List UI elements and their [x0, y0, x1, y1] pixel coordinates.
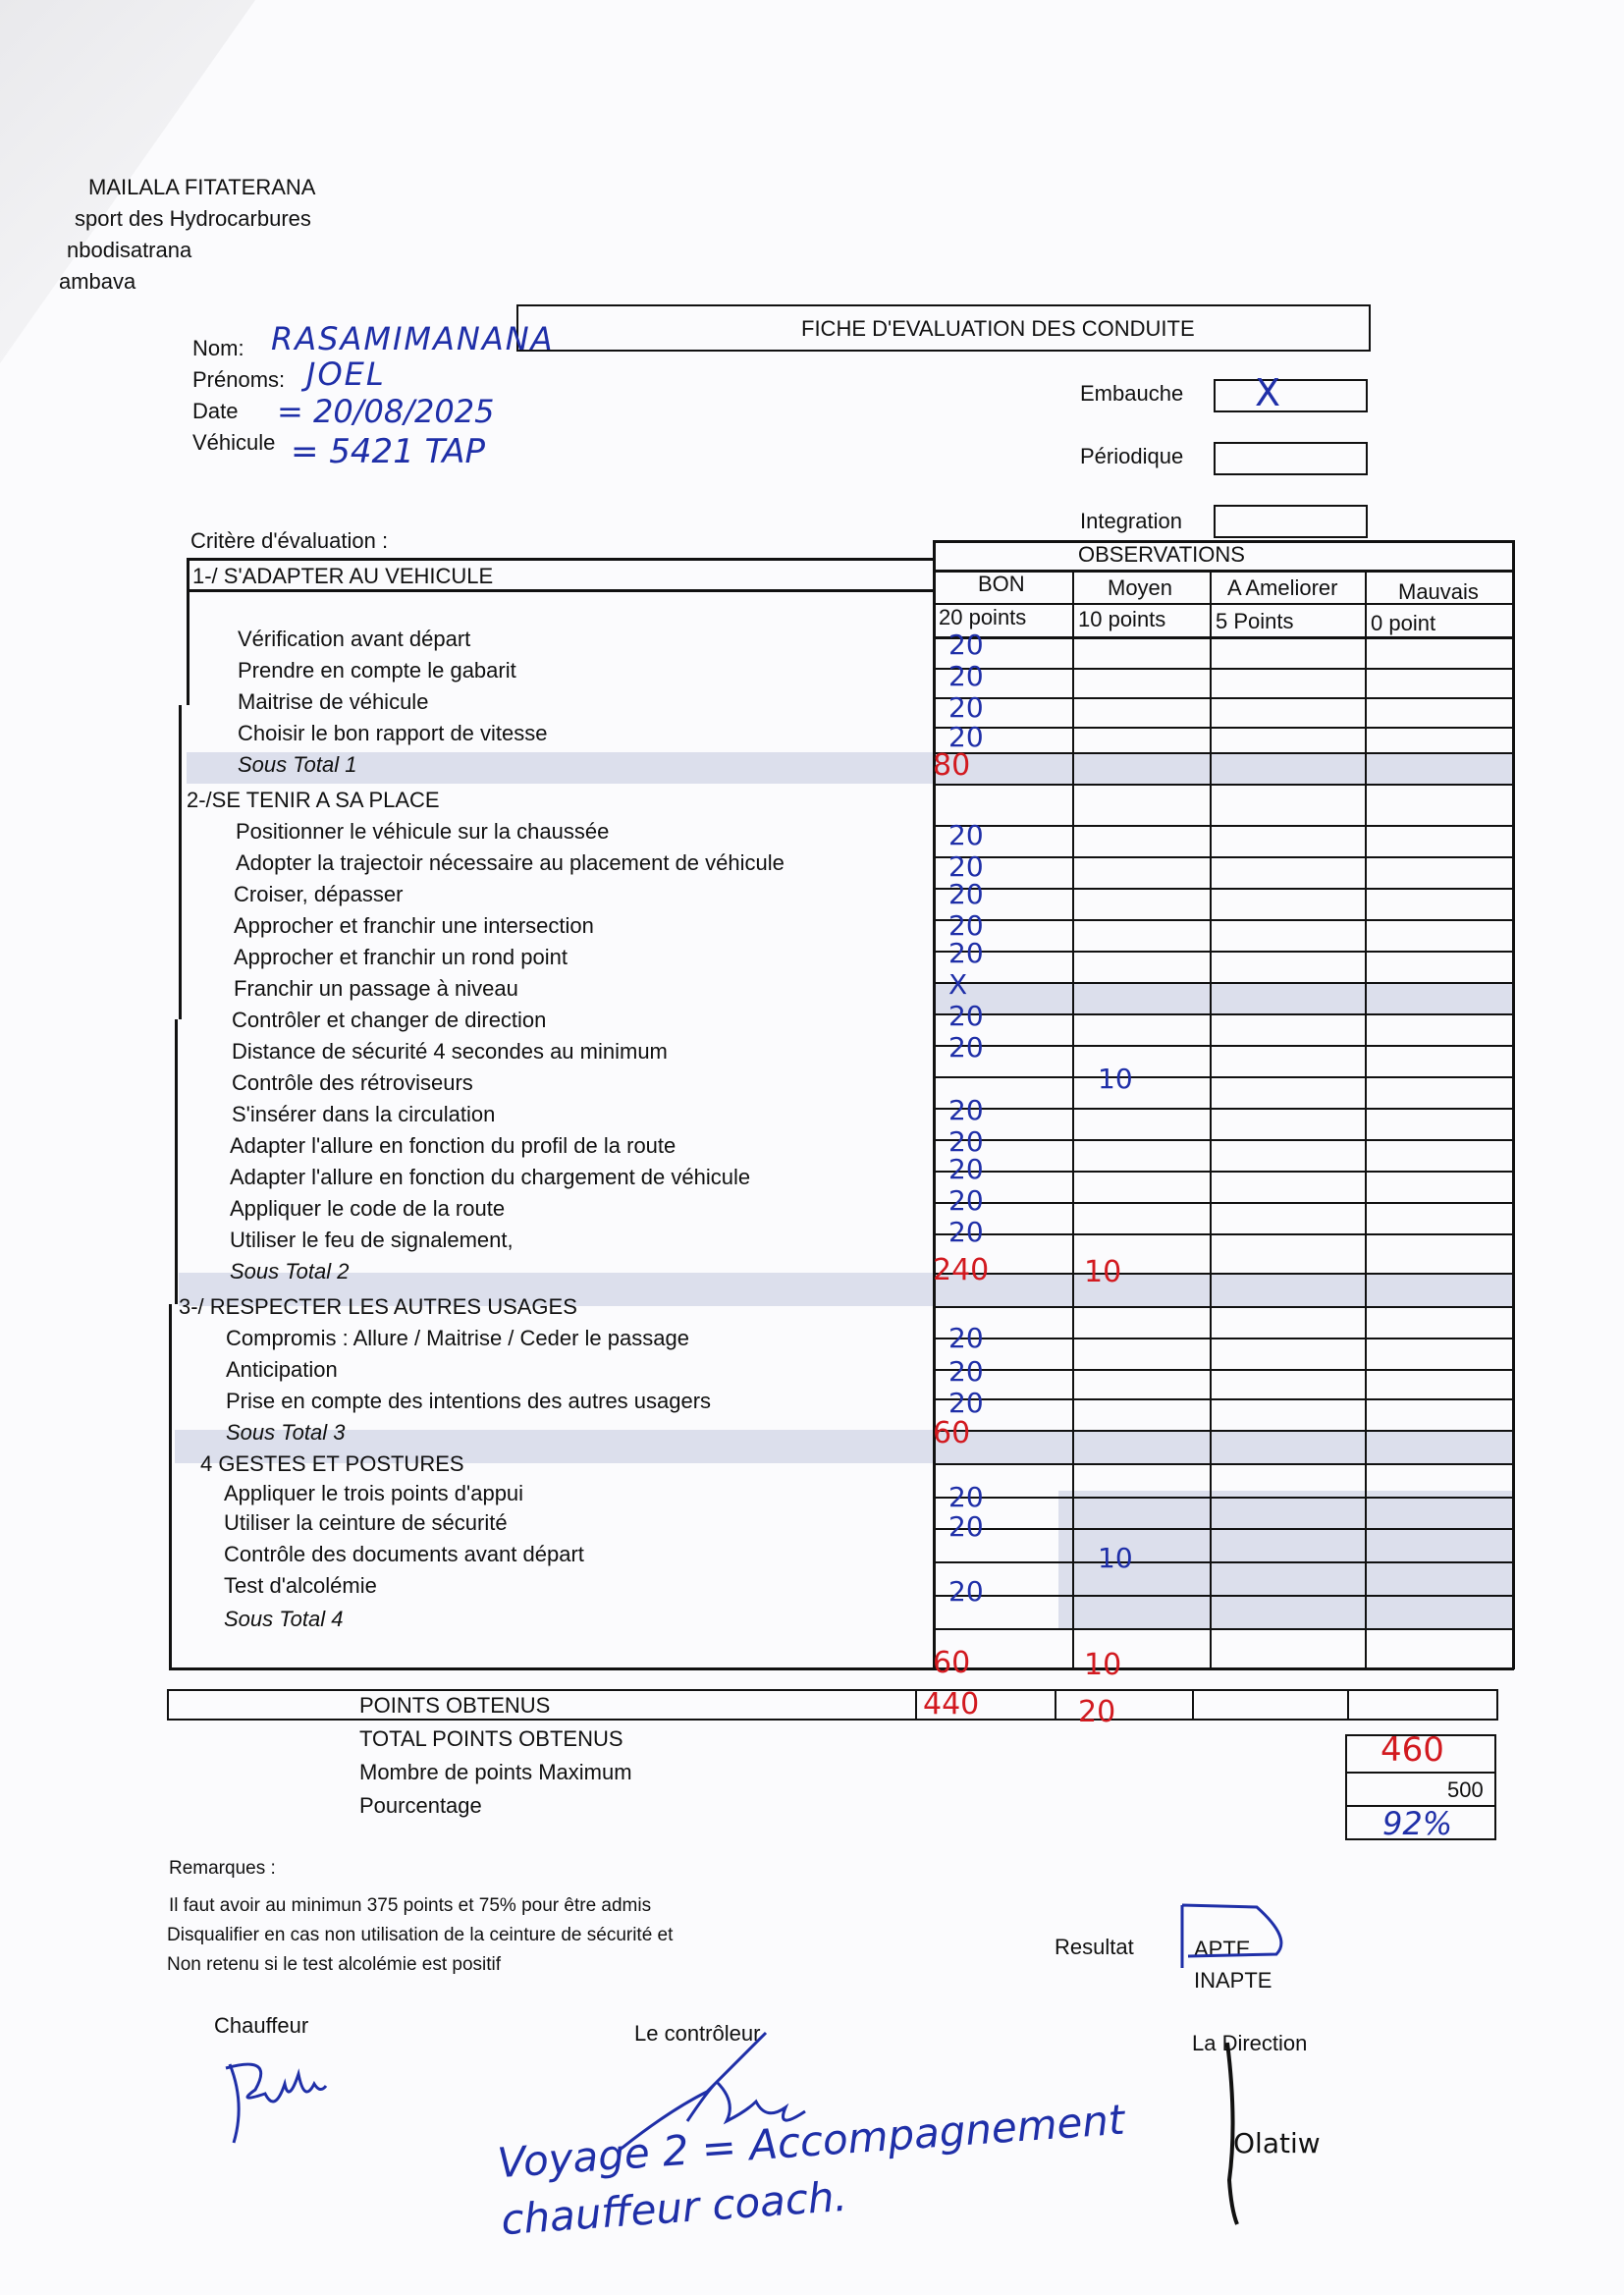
col-moyen-points: 10 points	[1078, 607, 1166, 631]
subtotal-label: Sous Total 3	[226, 1420, 346, 1445]
pourcentage-value: 92%	[1382, 1805, 1453, 1842]
integration-label: Integration	[1080, 509, 1182, 533]
note-line-1: Voyage 2 = Accompagnement	[496, 2095, 1126, 2188]
critere-label: Critère d'évaluation :	[190, 528, 389, 553]
score-cell: 20	[948, 878, 984, 910]
col-mauvais-points: 0 point	[1371, 611, 1436, 635]
criteria-item: Appliquer le trois points d'appui	[224, 1481, 524, 1505]
subtotal-bon: 240	[933, 1253, 990, 1287]
criteria-item: Prise en compte des intentions des autres usagers	[226, 1389, 712, 1413]
criteria-item: Compromis : Allure / Maitrise / Ceder le passage	[226, 1326, 689, 1350]
criteria-item: Choisir le bon rapport de vitesse	[238, 721, 548, 745]
subtotal-moyen: 10	[1084, 1255, 1122, 1289]
subtotal-bon: 60	[933, 1416, 971, 1450]
subtotal-label: Sous Total 1	[238, 752, 357, 777]
score-cell: 20	[948, 1481, 984, 1513]
score-cell: 20	[948, 1510, 984, 1543]
section-3-title: 3-/ RESPECTER LES AUTRES USAGES	[179, 1294, 577, 1319]
criteria-item: Contrôle des rétroviseurs	[232, 1070, 473, 1095]
score-cell: 20	[948, 660, 984, 692]
remarks-line-1: Il faut avoir au minimun 375 points et 75% pour être admis	[169, 1895, 652, 1916]
company-line-3: nbodisatrana	[67, 238, 192, 262]
score-cell: 20	[948, 1125, 984, 1158]
resultat-label: Resultat	[1055, 1935, 1134, 1959]
criteria-item: Maitrise de véhicule	[238, 689, 429, 714]
nom-label: Nom:	[192, 336, 244, 360]
section-1-title: 1-/ S'ADAPTER AU VEHICULE	[192, 564, 494, 588]
col-bon-header: BON	[978, 572, 1025, 596]
apte-circled-mark	[1174, 1899, 1302, 1978]
score-cell: X	[948, 968, 968, 1001]
total-points-value: 460	[1380, 1730, 1444, 1770]
chauffeur-label: Chauffeur	[214, 2013, 309, 2038]
observations-header: OBSERVATIONS	[1078, 542, 1245, 567]
vehicule-label: Véhicule	[192, 430, 276, 455]
criteria-item: Contrôler et changer de direction	[232, 1008, 547, 1032]
subtotal-label: Sous Total 2	[230, 1259, 350, 1284]
periodique-checkbox[interactable]	[1214, 442, 1368, 475]
score-cell: 20	[948, 1094, 984, 1126]
score-cell: 20	[948, 909, 984, 942]
criteria-item: Approcher et franchir une intersection	[234, 913, 594, 938]
criteria-item: Adapter l'allure en fonction du chargement de véhicule	[230, 1165, 751, 1189]
col-mauvais-header: Mauvais	[1398, 579, 1479, 604]
score-cell: 20	[948, 1184, 984, 1217]
note-line-2: chauffeur coach.	[499, 2171, 849, 2245]
subtotal-bon: 80	[933, 748, 971, 783]
embauche-mark: X	[1255, 371, 1281, 414]
score-cell: 20	[948, 1216, 984, 1248]
score-cell: 20	[948, 850, 984, 883]
criteria-item: Appliquer le code de la route	[230, 1196, 506, 1221]
criteria-item: Croiser, dépasser	[234, 882, 404, 906]
criteria-item: Vérification avant départ	[238, 627, 471, 651]
score-cell: 20	[948, 1031, 984, 1064]
score-cell: 20	[948, 721, 984, 753]
score-cell: 20	[948, 819, 984, 851]
chauffeur-signature	[216, 2045, 344, 2153]
criteria-item: Franchir un passage à niveau	[234, 976, 518, 1001]
col-ameliorer-header: A Ameliorer	[1227, 575, 1338, 600]
criteria-item: Anticipation	[226, 1357, 338, 1382]
controleur-label: Le contrôleur	[634, 2021, 761, 2046]
prenoms-label: Prénoms:	[192, 367, 286, 392]
section-2-title: 2-/SE TENIR A SA PLACE	[187, 788, 440, 812]
score-cell: 20	[948, 1000, 984, 1032]
direction-label: La Direction	[1192, 2031, 1308, 2055]
criteria-item: Utiliser la ceinture de sécurité	[224, 1510, 508, 1535]
embauche-checkbox[interactable]	[1214, 371, 1368, 414]
company-name: MAILALA FITATERANA	[88, 175, 316, 199]
form-title: FICHE D'EVALUATION DES CONDUITE	[801, 316, 1195, 341]
section-4-title: 4 GESTES ET POSTURES	[200, 1451, 464, 1476]
resultat-apte: APTE	[1194, 1937, 1251, 1961]
points-obtenus-bon: 440	[923, 1687, 980, 1721]
vehicule-value: = 5421 TAP	[291, 432, 486, 471]
score-cell: 20	[948, 1355, 984, 1388]
points-obtenus-label: POINTS OBTENUS	[359, 1693, 551, 1718]
criteria-item: Approcher et franchir un rond point	[234, 945, 568, 969]
passage-niveau-shade	[935, 982, 1512, 1013]
remarks-title: Remarques :	[169, 1858, 276, 1879]
col-bon-points: 20 points	[939, 605, 1027, 629]
nom-value: RASAMIMANANA	[271, 320, 555, 357]
criteria-item: Test d'alcolémie	[224, 1573, 377, 1598]
subtotal-moyen: 10	[1084, 1648, 1122, 1682]
criteria-item: Utiliser le feu de signalement,	[230, 1228, 514, 1252]
embauche-label: Embauche	[1080, 381, 1184, 406]
subtotal-label: Sous Total 4	[224, 1607, 344, 1631]
score-cell: 20	[948, 691, 984, 724]
col-ameliorer-points: 5 Points	[1216, 609, 1294, 633]
integration-checkbox[interactable]	[1214, 505, 1368, 538]
remarks-line-2: Disqualifier en cas non utilisation de la ceinture de sécurité et	[167, 1925, 674, 1945]
date-label: Date	[192, 399, 239, 423]
total-points-label: TOTAL POINTS OBTENUS	[359, 1726, 623, 1751]
score-cell: 20	[948, 628, 984, 661]
score-cell: 20	[948, 1387, 984, 1419]
direction-signature: Olatiw	[1233, 2127, 1321, 2159]
subtotal-bon: 60	[933, 1646, 971, 1680]
score-cell: 20	[948, 1575, 984, 1608]
col-moyen-header: Moyen	[1108, 575, 1173, 600]
pourcentage-label: Pourcentage	[359, 1793, 482, 1818]
date-value: = 20/08/2025	[277, 393, 495, 430]
criteria-item: Prendre en compte le gabarit	[238, 658, 516, 683]
criteria-item: S'insérer dans la circulation	[232, 1102, 496, 1126]
max-points-value: 500	[1447, 1777, 1484, 1802]
score-cell: 20	[948, 1153, 984, 1185]
criteria-item: Distance de sécurité 4 secondes au minimum	[232, 1039, 668, 1064]
score-cell: 20	[948, 1322, 984, 1354]
points-obtenus-moyen: 20	[1078, 1695, 1116, 1729]
score-cell: 10	[1098, 1063, 1133, 1095]
resultat-inapte: INAPTE	[1194, 1968, 1272, 1993]
prenoms-value: JOEL	[306, 355, 386, 393]
score-cell: 20	[948, 937, 984, 969]
score-cell: 10	[1098, 1542, 1133, 1574]
criteria-item: Adopter la trajectoir nécessaire au placement de véhicule	[236, 850, 785, 875]
remarks-line-3: Non retenu si le test alcolémie est positif	[167, 1954, 502, 1975]
criteria-item: Contrôle des documents avant départ	[224, 1542, 584, 1566]
company-line-2: sport des Hydrocarbures	[75, 206, 311, 231]
form-title-box	[516, 304, 1371, 352]
periodique-label: Périodique	[1080, 444, 1184, 468]
criteria-item: Positionner le véhicule sur la chaussée	[236, 819, 610, 844]
max-points-label: Mombre de points Maximum	[359, 1760, 632, 1784]
company-line-4: ambava	[59, 269, 136, 294]
criteria-item: Adapter l'allure en fonction du profil de la route	[230, 1133, 677, 1158]
subtotal-1-shade	[187, 752, 1512, 784]
